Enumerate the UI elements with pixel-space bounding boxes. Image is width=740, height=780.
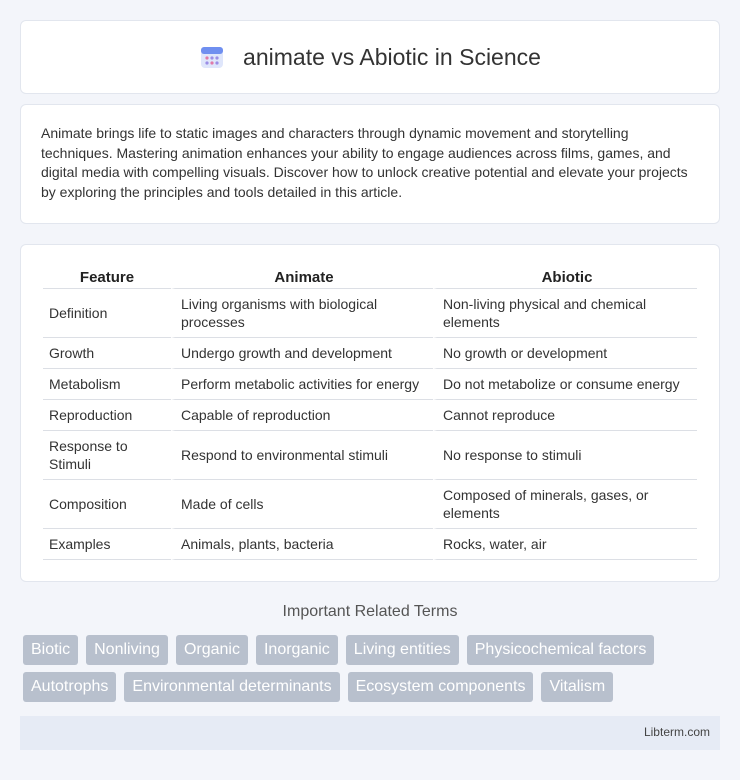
column-header-animate: Animate xyxy=(171,265,433,288)
intro-text: Animate brings life to static images and characters through dynamic movement and storytelling techniques. Mastering animation enhances your ability to engage audiences across films, games, and digital media with compelling visuals. Discover how to unlock creative potential and elevate your projects by exploring the principles and tools detailed in this article. xyxy=(41,125,688,200)
related-term-tag[interactable]: Vitalism xyxy=(541,672,613,702)
related-term-tag[interactable]: Biotic xyxy=(23,635,78,665)
footer xyxy=(20,716,720,750)
table-row xyxy=(43,528,697,560)
table-row xyxy=(43,337,697,368)
related-terms-list xyxy=(23,635,723,702)
related-term-tag[interactable]: Physicochemical factors xyxy=(467,635,655,665)
header-card xyxy=(20,20,720,94)
related-term-tag[interactable]: Inorganic xyxy=(256,635,338,665)
table-row xyxy=(43,288,697,337)
related-term-tag[interactable]: Environmental determinants xyxy=(124,672,339,702)
related-terms-title: Important Related Terms xyxy=(282,603,458,620)
table-cell-abiotic: Non-living physical and chemical elements xyxy=(433,288,697,337)
table-cell-feature: Reproduction xyxy=(43,399,171,430)
table-cell-feature: Composition xyxy=(43,479,171,528)
related-term-tag[interactable]: Nonliving xyxy=(86,635,168,665)
table-cell-animate: Made of cells xyxy=(171,479,433,528)
table-cell-abiotic: Rocks, water, air xyxy=(433,528,697,560)
table-cell-animate: Perform metabolic activities for energy xyxy=(171,368,433,399)
comparison-table xyxy=(43,265,697,560)
table-header-row xyxy=(43,265,697,288)
table-cell-feature: Definition xyxy=(43,288,171,337)
comparison-table-card xyxy=(20,244,720,582)
table-row xyxy=(43,399,697,430)
page-title: animate vs Abiotic in Science xyxy=(243,43,541,70)
table-cell-animate: Animals, plants, bacteria xyxy=(171,528,433,560)
table-cell-abiotic: No growth or development xyxy=(433,337,697,368)
table-cell-feature: Response to Stimuli xyxy=(43,430,171,479)
table-cell-feature: Metabolism xyxy=(43,368,171,399)
footer-site-link[interactable]: Libterm.com xyxy=(643,725,710,739)
table-cell-animate: Undergo growth and development xyxy=(171,337,433,368)
related-term-tag[interactable]: Ecosystem components xyxy=(348,672,534,702)
related-term-tag[interactable]: Autotrophs xyxy=(23,672,116,702)
table-cell-abiotic: Composed of minerals, gases, or elements xyxy=(433,479,697,528)
table-row xyxy=(43,479,697,528)
table-cell-abiotic: Cannot reproduce xyxy=(433,399,697,430)
table-cell-feature: Growth xyxy=(43,337,171,368)
table-cell-animate: Respond to environmental stimuli xyxy=(171,430,433,479)
table-cell-abiotic: No response to stimuli xyxy=(433,430,697,479)
table-cell-feature: Examples xyxy=(43,528,171,560)
calendar-icon xyxy=(199,44,225,70)
table-cell-abiotic: Do not metabolize or consume energy xyxy=(433,368,697,399)
column-header-feature: Feature xyxy=(79,269,135,286)
table-cell-animate: Living organisms with biological processes xyxy=(171,288,433,337)
related-term-tag[interactable]: Living entities xyxy=(346,635,459,665)
table-row xyxy=(43,368,697,399)
related-term-tag[interactable]: Organic xyxy=(176,635,248,665)
intro-card xyxy=(20,104,720,224)
column-header-abiotic: Abiotic xyxy=(433,265,697,288)
table-cell-animate: Capable of reproduction xyxy=(171,399,433,430)
table-row xyxy=(43,430,697,479)
